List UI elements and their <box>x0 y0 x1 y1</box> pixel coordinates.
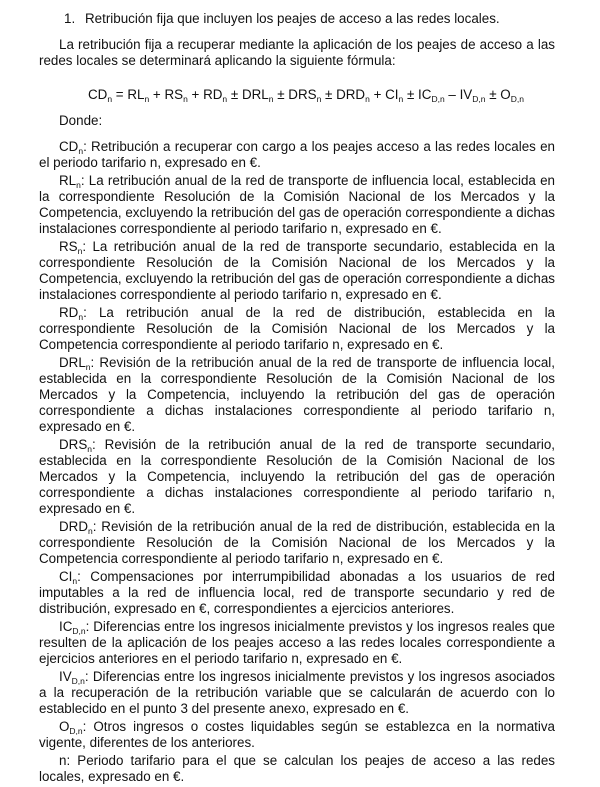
definition-sub: n <box>77 246 83 256</box>
definition-rs <box>39 239 555 303</box>
definition-symbol: RL <box>59 173 77 188</box>
formula-operator: – <box>444 87 460 102</box>
intro-paragraph: La retribución fija a recuperar mediante la aplicación de los peajes de acceso a las redes locales se determinará aplicando la siguiente fórmula: <box>39 37 555 68</box>
definition-sub: n <box>78 146 84 156</box>
definition-text: : La retribución anual de la red de transporte de influencia local, establecida en la correspondiente Resolución de la Comisión Nacional de los Mercados y la Competencia, excluyendo la retribución del gas de operación correspondiente a dichas instalaciones correspondiente al periodo tarifario n, expresado en €. <box>39 173 555 236</box>
definition-rd <box>39 305 555 353</box>
definition-sub: D,n <box>72 626 86 636</box>
definition-n <box>39 753 555 785</box>
heading-text: Retribución fija que incluyen los peajes de acceso a las redes locales. <box>85 11 500 26</box>
definition-text: : Revisión de la retribución anual de la red de transporte de influencia local, establecida en la correspondiente Resolución de la Comisión Nacional de los Mercados y la Competencia, incluyendo la retribución del gas de operación correspondiente a dichas instalaciones correspondiente al periodo tarifario n, expresado en €. <box>39 355 555 434</box>
definition-sub: n <box>72 576 78 586</box>
definition-text: : Compensaciones por interrumpibilidad abonadas a los usuarios de red imputables a la red de influencia local, red de transporte secundario y red de distribución, expresado en €, correspondientes a ejercicios anteriores. <box>39 569 555 616</box>
definition-text: : La retribución anual de la red de distribución, establecida en la correspondiente Resolución de la Comisión Nacional de los Mercados y la Competencia correspondiente al periodo tarifario n, expresado en €. <box>39 305 555 352</box>
definitions-list <box>39 139 555 787</box>
definition-ci <box>39 569 555 617</box>
formula-sub: D,n <box>431 94 445 104</box>
definition-symbol: IC <box>59 619 73 634</box>
formula-term-iv: IV <box>459 87 473 102</box>
definition-rl <box>39 173 555 237</box>
definition-text: : Revisión de la retribución anual de la red de transporte secundario, establecida en la correspondiente Resolución de la Comisión Nacional de los Mercados y la Competencia, incluyendo la retribución del gas de operación correspondiente a dichas instalaciones correspondiente al periodo tarifario n, expresado en €. <box>39 437 555 516</box>
definition-sub: n <box>76 180 81 190</box>
formula-operator: + <box>149 87 165 102</box>
definition-symbol: DRL <box>59 355 86 370</box>
formula-term-o: O <box>500 87 511 102</box>
formula-sub: n <box>365 94 370 104</box>
formula-operator: + <box>187 87 204 102</box>
formula-operator: ± <box>321 87 337 102</box>
formula-sub: n <box>316 94 322 104</box>
formula-operator: = <box>112 87 128 102</box>
definition-sub: D,n <box>71 676 85 686</box>
definition-symbol: IV <box>59 669 72 684</box>
section-heading <box>64 11 500 27</box>
formula-operator: ± <box>227 87 242 102</box>
definition-ic <box>39 619 555 667</box>
formula-sub: n <box>222 94 228 104</box>
formula-sub: n <box>183 94 188 104</box>
definition-symbol: O <box>59 719 70 734</box>
definition-text: : La retribución anual de la red de transporte secundario, establecida en la correspondiente Resolución de la Comisión Nacional de los Mercados y la Competencia, excluyendo la retribución del gas de operación correspondiente a dichas instalaciones correspondiente al periodo tarifario n, expresado en €. <box>39 239 555 302</box>
heading-number: 1. <box>64 11 76 26</box>
definition-drl <box>39 355 555 435</box>
definition-sub: n <box>78 312 84 322</box>
definition-drd <box>39 519 555 567</box>
formula-term-cd: CD <box>88 87 108 102</box>
definition-text: : Periodo tarifario para el que se calculan los peajes de acceso a las redes locales, expresado en €. <box>39 753 555 784</box>
definition-symbol: DRS <box>59 437 88 452</box>
formula-term-rl: RL <box>127 87 145 102</box>
definition-sub: n <box>85 362 91 372</box>
formula-term-ic: IC <box>418 87 432 102</box>
formula-sub: n <box>144 94 150 104</box>
donde-label: Donde: <box>59 113 103 128</box>
definition-symbol: RD <box>59 305 79 320</box>
definition-symbol: CI <box>59 569 73 584</box>
formula-term-drs: DRS <box>288 87 317 102</box>
definition-sub: n <box>87 444 93 454</box>
definition-iv <box>39 669 555 717</box>
definition-drs <box>39 437 555 517</box>
formula-term-drl: DRL <box>241 87 269 102</box>
formula-sub: D,n <box>472 94 486 104</box>
definition-o <box>39 719 555 751</box>
formula-operator: ± <box>273 87 289 102</box>
formula-term-ci: CI <box>385 87 399 102</box>
formula-term-rs: RS <box>164 87 184 102</box>
definition-sub: n <box>88 526 93 536</box>
definition-cd <box>39 139 555 171</box>
definition-symbol: RS <box>59 239 78 254</box>
formula-sub: D,n <box>510 94 524 104</box>
definition-symbol: n <box>59 753 67 768</box>
formula-sub: n <box>107 94 113 104</box>
definition-text: : Retribución a recuperar con cargo a los peajes acceso a las redes locales en el periodo tarifario n, expresado en €. <box>39 139 555 170</box>
definition-text: : Diferencias entre los ingresos inicialmente previstos y los ingresos reales que resulten de la aplicación de los peajes acceso a las redes locales correspondiente a ejercicios anteriores en el periodo tarifario n, expresado en €. <box>39 619 555 666</box>
formula <box>88 87 524 103</box>
formula-operator: + <box>369 87 386 102</box>
formula-sub: n <box>268 94 274 104</box>
formula-operator: ± <box>485 87 501 102</box>
definition-text: : Revisión de la retribución anual de la red de distribución, establecida en la correspondiente Resolución de la Comisión Nacional de los Mercados y la Competencia correspondiente al periodo tarifario n, expresado en €. <box>39 519 555 566</box>
formula-sub: n <box>398 94 404 104</box>
formula-term-rd: RD <box>203 87 223 102</box>
formula-operator: ± <box>403 87 419 102</box>
definition-text: : Diferencias entre los ingresos inicialmente previstos y los ingresos asociados a la recuperación de la retribución variable que se calcularán de acuerdo con lo establecido en el punto 3 del presente anexo, expresado en €. <box>39 669 555 716</box>
definition-symbol: CD <box>59 139 79 154</box>
definition-symbol: DRD <box>59 519 89 534</box>
definition-sub: D,n <box>69 726 83 736</box>
definition-text: : Otros ingresos o costes liquidables según se establezca en la normativa vigente, diferentes de los anteriores. <box>39 719 555 750</box>
formula-term-drd: DRD <box>336 87 366 102</box>
